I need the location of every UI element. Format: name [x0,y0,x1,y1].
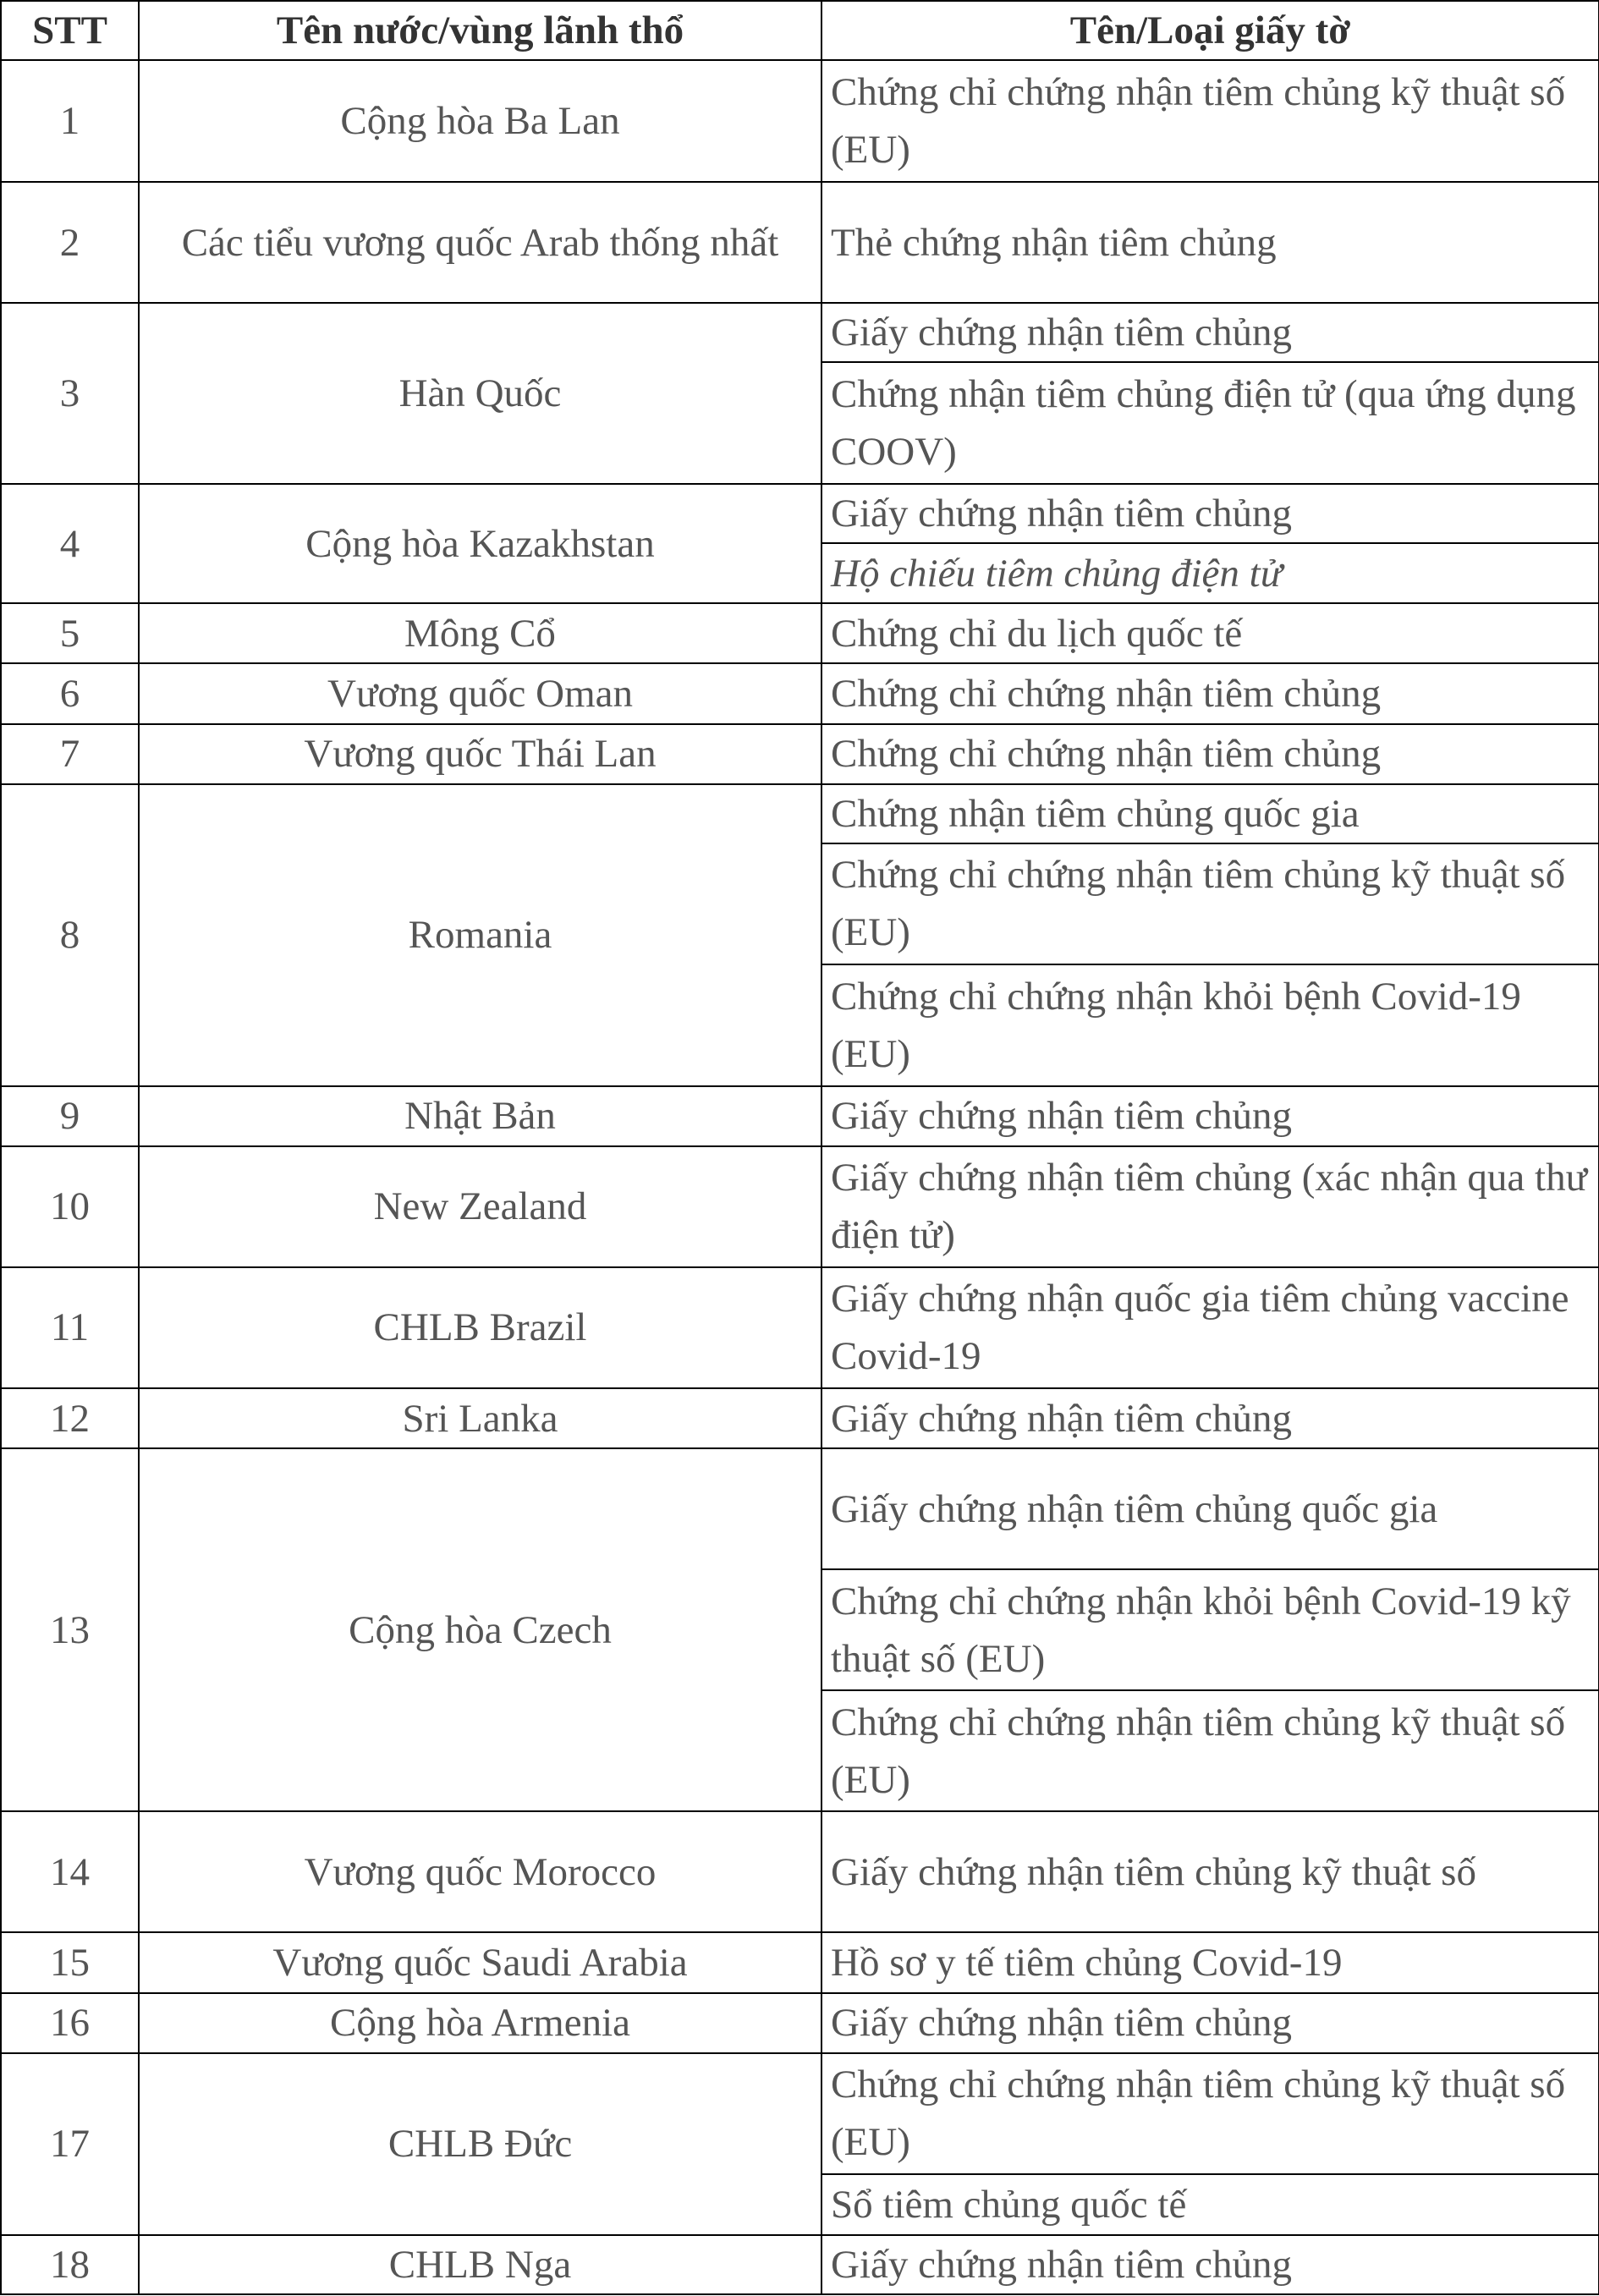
row-document: Giấy chứng nhận tiêm chủng (xác nhận qua thư điện tử) [821,1146,1599,1267]
row-stt: 8 [1,784,139,1086]
table-row [1,2235,1599,2294]
table-row [1,1146,1599,1267]
row-stt: 12 [1,1388,139,1448]
row-stt: 16 [1,1993,139,2053]
table-row [1,303,1599,362]
table-row [1,1448,1599,1569]
row-stt: 17 [1,2053,139,2235]
row-document: Sổ tiêm chủng quốc tế [821,2174,1599,2235]
row-document: Giấy chứng nhận tiêm chủng quốc gia [821,1448,1599,1569]
row-document: Giấy chứng nhận tiêm chủng [821,1086,1599,1146]
row-document: Chứng chỉ chứng nhận tiêm chủng kỹ thuật số (EU) [821,1690,1599,1811]
row-document: Chứng chỉ chứng nhận tiêm chủng kỹ thuật số (EU) [821,2053,1599,2174]
row-document: Giấy chứng nhận tiêm chủng [821,484,1599,543]
row-country: Sri Lanka [139,1388,821,1448]
table-row [1,1086,1599,1146]
row-document: Chứng chỉ chứng nhận tiêm chủng kỹ thuật số (EU) [821,843,1599,964]
row-document: Chứng chỉ chứng nhận tiêm chủng [821,663,1599,723]
row-document: Giấy chứng nhận tiêm chủng kỹ thuật số [821,1811,1599,1932]
row-stt: 13 [1,1448,139,1811]
row-stt: 7 [1,724,139,784]
table-row [1,784,1599,843]
row-country: Romania [139,784,821,1086]
row-stt: 5 [1,603,139,663]
row-country: Cộng hòa Kazakhstan [139,484,821,603]
row-document: Chứng nhận tiêm chủng điện tử (qua ứng dụng COOV) [821,362,1599,484]
row-country: Vương quốc Oman [139,663,821,723]
row-document: Chứng nhận tiêm chủng quốc gia [821,784,1599,843]
row-stt: 10 [1,1146,139,1267]
row-country: New Zealand [139,1146,821,1267]
row-stt: 2 [1,182,139,303]
row-document: Thẻ chứng nhận tiêm chủng [821,182,1599,303]
row-country: Cộng hòa Armenia [139,1993,821,2053]
row-stt: 18 [1,2235,139,2294]
row-country: Cộng hòa Ba Lan [139,60,821,182]
row-country: Nhật Bản [139,1086,821,1146]
row-country: CHLB Đức [139,2053,821,2235]
table-row [1,1932,1599,1992]
row-document: Giấy chứng nhận quốc gia tiêm chủng vaccine Covid-19 [821,1267,1599,1388]
header-stt: STT [1,1,139,60]
row-document: Hồ sơ y tế tiêm chủng Covid-19 [821,1932,1599,1992]
table-row [1,2053,1599,2174]
row-document: Chứng chỉ du lịch quốc tế [821,603,1599,663]
row-document: Giấy chứng nhận tiêm chủng [821,2235,1599,2294]
row-document: Hộ chiếu tiêm chủng điện tử [821,543,1599,603]
table-row [1,1388,1599,1448]
table-row [1,60,1599,182]
row-stt: 3 [1,303,139,484]
row-country: Cộng hòa Czech [139,1448,821,1811]
row-stt: 14 [1,1811,139,1932]
table-row [1,182,1599,303]
row-stt: 15 [1,1932,139,1992]
row-country: Hàn Quốc [139,303,821,484]
row-document: Giấy chứng nhận tiêm chủng [821,1388,1599,1448]
row-document: Giấy chứng nhận tiêm chủng [821,1993,1599,2053]
table-row [1,724,1599,784]
row-document: Chứng chỉ chứng nhận khỏi bệnh Covid-19 (EU) [821,964,1599,1086]
table-row [1,1993,1599,2053]
row-document: Chứng chỉ chứng nhận tiêm chủng [821,724,1599,784]
row-country: CHLB Nga [139,2235,821,2294]
row-stt: 4 [1,484,139,603]
table-row [1,1267,1599,1388]
table-header-row [1,1,1599,60]
row-country: CHLB Brazil [139,1267,821,1388]
row-document: Chứng chỉ chứng nhận tiêm chủng kỹ thuật số (EU) [821,60,1599,182]
row-country: Các tiểu vương quốc Arab thống nhất [139,182,821,303]
row-stt: 9 [1,1086,139,1146]
row-country: Mông Cổ [139,603,821,663]
table-row [1,1811,1599,1932]
row-country: Vương quốc Morocco [139,1811,821,1932]
table-row [1,603,1599,663]
row-stt: 6 [1,663,139,723]
header-document: Tên/Loại giấy tờ [821,1,1599,60]
row-country: Vương quốc Thái Lan [139,724,821,784]
table-row [1,484,1599,543]
row-document: Giấy chứng nhận tiêm chủng [821,303,1599,362]
row-document: Chứng chỉ chứng nhận khỏi bệnh Covid-19 kỹ thuật số (EU) [821,1569,1599,1690]
table-row [1,663,1599,723]
row-stt: 1 [1,60,139,182]
row-stt: 11 [1,1267,139,1388]
row-country: Vương quốc Saudi Arabia [139,1932,821,1992]
header-country: Tên nước/vùng lãnh thổ [139,1,821,60]
